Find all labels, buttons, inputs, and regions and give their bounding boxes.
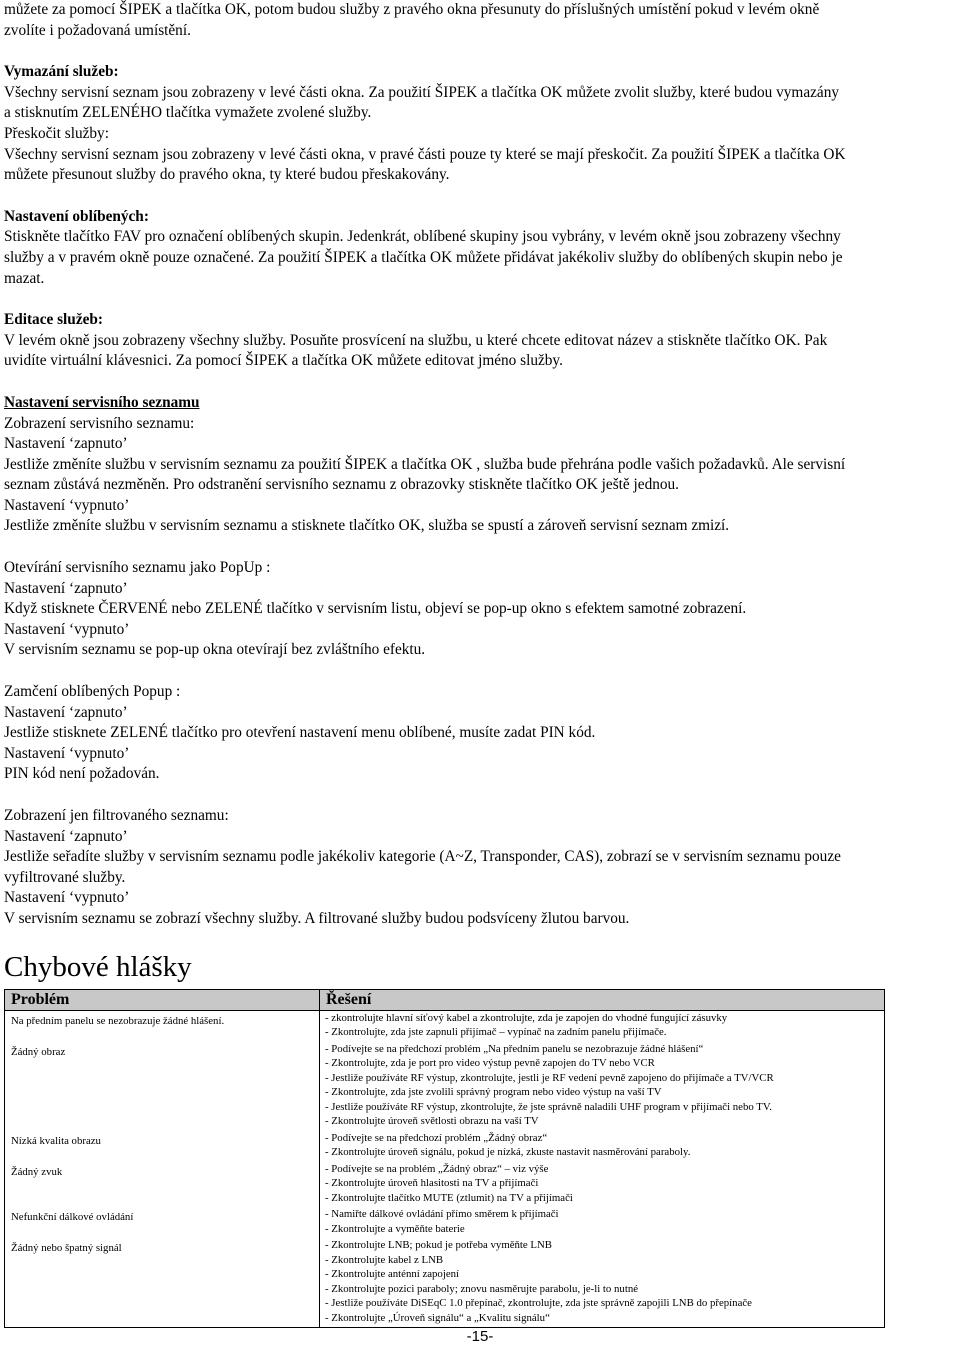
text-line: vyfiltrované služby. [4,868,126,886]
text-line: Stiskněte tlačítko FAV pro označení oblíbených skupin. Jedenkrát, oblíbené skupiny jsou vybrány, v levém okně jsou zobrazeny všechny [4,228,841,246]
solution-line: - Zkontrolujte úroveň hlasitosti na TV a přijímači [325,1177,539,1190]
setting-label: Zobrazení jen filtrovaného seznamu: [4,807,229,824]
problem-cell: Žádný nebo špatný signál [5,1238,320,1328]
text-line: a stisknutím ZELENÉHO tlačítka vymažete zvolené služby. [4,104,372,122]
table-row [5,1207,885,1238]
solution-line: - Jestliže používáte RF výstup, zkontrolujte, že jste správně naladili UHF program v přijímači nebo TV. [325,1100,772,1113]
text-line: zvolíte i požadovaná umístění. [4,21,191,39]
text-line: seznam zůstává nezměněn. Pro odstranění servisního seznamu z obrazovky stiskněte tlačítko OK ještě jednou. [4,476,679,494]
section-heading: Vymazání služeb: [4,63,119,81]
filter-section [4,806,956,930]
solution-line: - Jestliže používáte DiSEqC 1.0 přepínač, zkontrolujte, zda jste správně zapojili LNB do přepínače [325,1297,752,1310]
edit-services-section [4,310,956,372]
text-line: služby a v pravém okně pouze označené. Za použití ŠIPEK a tlačítka OK můžete přidávat jakékoliv služby do oblíbených skupin nebo je [4,248,843,266]
solution-line: - Zkontrolujte úroveň světlosti obrazu na vaší TV [325,1115,539,1128]
setting-label: Zamčení oblíbených Popup : [4,683,181,701]
section-heading: Přeskočit služby: [4,124,109,142]
delete-services-section [4,62,956,124]
text-line: uvidíte virtuální klávesnici. Za pomocí ŠIPEK a tlačítka OK můžete editovat jméno služby. [4,352,563,370]
table-row [5,1162,885,1208]
solution-line: - Podívejte se na předchozí problém „Žádný obraz“ [325,1131,548,1144]
setting-on: Nastavení ‘zapnuto’ [4,579,128,597]
solution-cell [320,1010,885,1042]
section-heading: Editace služeb: [4,311,103,329]
text-line: Když stisknete ČERVENÉ nebo ZELENÉ tlačítko v servisním listu, objeví se pop-up okno s efektem samotné zobrazení. [4,600,747,618]
problem-cell: Nízká kvalita obrazu [5,1131,320,1162]
solution-line: - Jestliže používáte RF výstup, zkontrolujte, jestli je RF vedení pevně zapojeno do přijímače a TV/VCR [325,1071,774,1084]
text-line: můžete přesunout služby do pravého okna, ty které budou přeskakovány. [4,166,450,184]
setting-off: Nastavení ‘vypnuto’ [4,889,130,907]
solution-column-header: Řešení [320,989,885,1010]
text-line: Jestliže seřadíte služby v servisním seznamu podle jakékoliv kategorie (A~Z, Transponder, CAS), zobrazí se v servisním seznamu pouze [4,848,841,866]
problem-cell: Žádný obraz [5,1042,320,1131]
setting-off: Nastavení ‘vypnuto’ [4,744,130,762]
text-line: Všechny servisní seznam jsou zobrazeny v levé části okna, v pravé části pouze ty které se mají přeskočit. Za použití ŠIPEK a tlačítka OK [4,145,846,163]
table-row [5,1131,885,1162]
setting-label: Zobrazení servisního seznamu: [4,414,195,432]
text-line: Jestliže změníte službu v servisním seznamu a stisknete tlačítko OK, služba se spustí a zároveň servisní seznam zmizí. [4,517,730,535]
solution-line: - Zkontrolujte, zda jste zvolili správný program nebo video výstup na vaší TV [325,1086,662,1099]
text-line: mazat. [4,269,45,287]
setting-on: Nastavení ‘zapnuto’ [4,703,128,721]
table-header-row [5,989,885,1010]
service-list-section [4,393,956,537]
solution-line: - Zkontrolujte LNB; pokud je potřeba vyměňte LNB [325,1239,552,1252]
table-row [5,1010,885,1042]
text-line: V servisním seznamu se pop-up okna otevírají bez zvláštního efektu. [4,641,426,659]
text-line: PIN kód není požadován. [4,765,160,783]
solution-line: - Podívejte se na problém „Žádný obraz“ – viz výše [325,1162,549,1175]
page-number: -15- [466,1328,494,1345]
error-table [4,989,885,1329]
solution-cell [320,1131,885,1162]
solution-cell [320,1162,885,1208]
solution-line: - Zkontrolujte, zda je port pro video výstup pevně zapojen do TV nebo VCR [325,1057,655,1070]
solution-line: - Zkontrolujte pozici paraboly; znovu nasměrujte parabolu, je-li to nutné [325,1282,639,1295]
setting-off: Nastavení ‘vypnuto’ [4,620,130,638]
popup-section [4,558,956,661]
text-line: Jestliže stisknete ZELENÉ tlačítko pro otevření nastavení menu oblíbené, musíte zadat PIN kód. [4,724,596,742]
solution-cell [320,1207,885,1238]
solution-line: - Zkontrolujte úroveň signálu, pokud je nízká, zkuste nastavit nasměrování paraboly. [325,1146,691,1159]
solution-line: - zkontrolujte hlavní síťový kabel a zkontrolujte, zda je zapojen do vhodné fungující zásuvky [325,1011,728,1024]
solution-cell [320,1238,885,1328]
problem-cell: Žádný zvuk [5,1162,320,1208]
solution-line: - Zkontrolujte anténní zapojení [325,1268,460,1281]
problem-cell: Nefunkční dálkové ovládání [5,1207,320,1238]
table-row [5,1238,885,1328]
solution-cell [320,1042,885,1131]
solution-line: - Podívejte se na předchozí problém „Na předním panelu se nezobrazuje žádné hlášení“ [325,1042,704,1055]
intro-paragraph [4,0,956,41]
solution-line: - Zkontrolujte a vyměňte baterie [325,1222,465,1235]
problem-column-header: Problém [5,989,320,1010]
text-line: Jestliže změníte službu v servisním seznamu za použití ŠIPEK a tlačítka OK , služba bude přehrána podle vašich požadavků. Ale servisní [4,455,846,473]
solution-line: - Zkontrolujte kabel z LNB [325,1253,444,1266]
setting-label: Otevírání servisního seznamu jako PopUp : [4,559,271,577]
skip-services-section [4,124,956,186]
setting-on: Nastavení ‘zapnuto’ [4,827,128,845]
solution-line: - Namiřte dálkové ovládání přímo směrem k přijímači [325,1208,559,1221]
text-line: Všechny servisní seznam jsou zobrazeny v levé části okna. Za použití ŠIPEK a tlačítka OK můžete zvolit služby, které budou vymazány [4,83,839,101]
solution-line: - Zkontrolujte, zda jste zapnuli přijímač – vypínač na zadním panelu přijímače. [325,1026,667,1039]
table-row [5,1042,885,1131]
problem-cell: Na předním panelu se nezobrazuje žádné hlášení. [5,1010,320,1042]
text-line: V servisním seznamu se zobrazí všechny služby. A filtrované služby budou podsvíceny žlutou barvou. [4,909,630,927]
solution-line: - Zkontrolujte „Úroveň signálu“ a „Kvalitu signálu“ [325,1311,550,1324]
section-heading: Nastavení oblíbených: [4,207,149,225]
error-messages-heading: Chybové hlášky [4,950,192,983]
favorites-section [4,207,956,289]
text-line: můžete za pomocí ŠIPEK a tlačítka OK, potom budou služby z pravého okna přesunuty do příslušných umístění pokud v levém okně [4,1,820,18]
section-heading: Nastavení servisního seznamu [4,393,200,411]
setting-off: Nastavení ‘vypnuto’ [4,496,130,514]
setting-on: Nastavení ‘zapnuto’ [4,435,128,453]
solution-line: - Zkontrolujte tlačítko MUTE (ztlumit) na TV a přijímači [325,1191,573,1204]
lock-favorites-section [4,682,956,785]
manual-page [4,0,956,1328]
text-line: V levém okně jsou zobrazeny všechny služby. Posuňte prosvícení na službu, u které chcete editovat název a stiskněte tlačítko OK. Pak [4,331,828,349]
